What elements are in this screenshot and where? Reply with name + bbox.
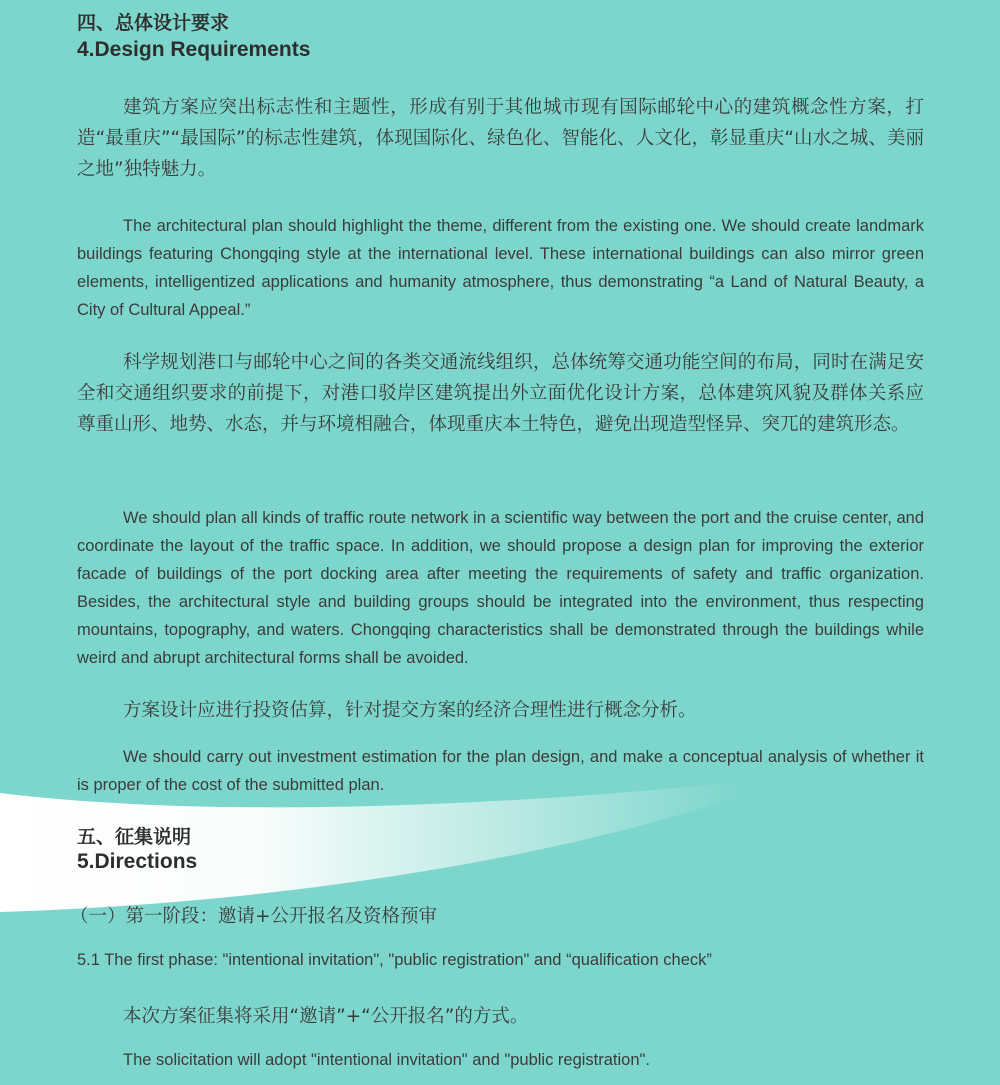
section4-heading-cn: 四、总体设计要求	[77, 12, 230, 34]
section5-sub1-en: 5.1 The first phase: "intentional invitation", "public registration" and “qualification check”	[77, 951, 712, 969]
section4-para2-en: We should plan all kinds of traffic route network in a scientific way between the port and the cruise center, and coordinate the layout of the traffic space. In addition, we should propose a design plan for improving the exterior facade of buildings of the port docking area after meeting the requirements of safety and traffic organization. Besides, the architectural style and building groups should be integrated into the environment, thus respecting mountains, topography, and waters. Chongqing characteristics shall be demonstrated through the buildings while weird and abrupt architectural forms shall be avoided.	[77, 509, 924, 667]
section4-para2-cn: 科学规划港口与邮轮中心之间的各类交通流线组织，总体统筹交通功能空间的布局，同时在满足安全和交通组织要求的前提下，对港口驳岸区建筑提出外立面优化设计方案，总体建筑风貌及群体关系应尊重山形、地势、水态，并与环境相融合，体现重庆本土特色，避免出现造型怪异、突兀的建筑形态。	[77, 352, 924, 435]
section4-heading-en: 4.Design Requirements	[77, 38, 311, 61]
section4-para1-en: The architectural plan should highlight the theme, different from the existing one. We should create landmark buildings featuring Chongqing style at the international level. These international buildings can also mirror green elements, intelligentized applications and humanity atmosphere, thus demonstrating “a Land of Natural Beauty, a City of Cultural Appeal.”	[77, 217, 924, 319]
section5-heading-cn: 五、征集说明	[77, 826, 192, 848]
section5-para1-cn: 本次方案征集将采用“邀请”+“公开报名”的方式。	[123, 1006, 529, 1027]
section4-para1-cn: 建筑方案应突出标志性和主题性，形成有别于其他城市现有国际邮轮中心的建筑概念性方案，打造“最重庆”“最国际”的标志性建筑，体现国际化、绿色化、智能化、人文化，彰显重庆“山水之城、美丽之地”独特魅力。	[77, 97, 924, 180]
section4-para3-cn: 方案设计应进行投资估算，针对提交方案的经济合理性进行概念分析。	[123, 700, 697, 721]
section5-heading-en: 5.Directions	[77, 850, 198, 873]
section5-sub1-cn: （一）第一阶段：邀请+公开报名及资格预审	[70, 906, 438, 927]
section4-para3-en: We should carry out investment estimation for the plan design, and make a conceptual analysis of whether it is proper of the cost of the submitted plan.	[77, 748, 924, 794]
section5-para1-en: The solicitation will adopt "intentional invitation" and "public registration".	[123, 1051, 650, 1069]
